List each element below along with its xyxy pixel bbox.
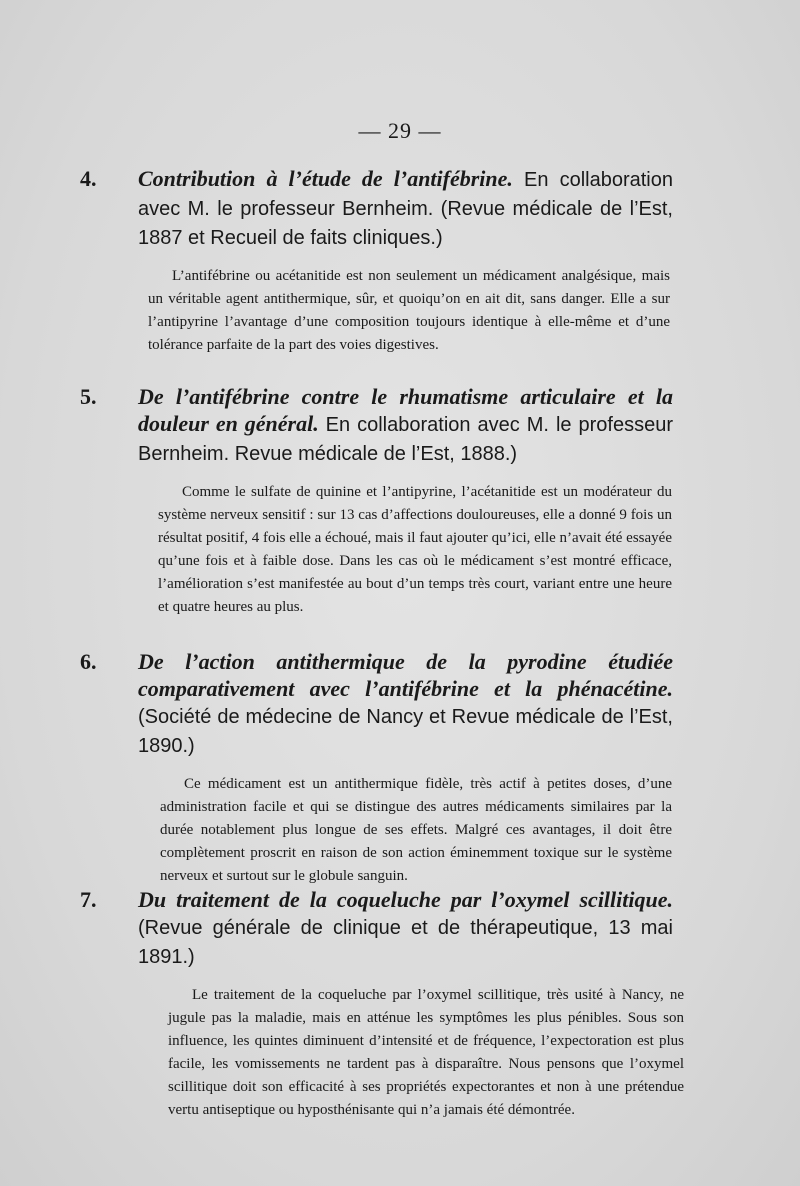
entry-heading: [80, 648, 673, 760]
entry-heading: [80, 165, 673, 252]
entry-reference: En collaboration avec M. le professeur Bernheim. Revue médicale de l’Est, 1888.): [138, 414, 673, 465]
entry-heading: [80, 886, 673, 971]
entry-summary: Ce médicament est un antithermique fidèle, très actif à petites doses, d’une administration facile et qui se distingue des autres médicaments similaires par la durée notablement plus longue de ses effets. Malgré ces avantages, il doit être complètement proscrit en raison de son action éminemment toxique sur le système nerveux et surtout sur le globule sanguin.: [160, 776, 672, 884]
entry-summary: Le traitement de la coqueluche par l’oxymel scillitique, très usité à Nancy, ne jugule pas la maladie, mais en atténue les symptômes les plus pénibles. Sous son influence, les quintes diminuent d’intensité et de fréquence, l’expectoration est plus facile, les vomissements ne tardent pas à disparaître. Nous pensons que l’oxymel scillitique doit son efficacité à ses propriétés expectorantes et non à une prétendue vertu antiseptique ou hyposthénisante qui n’a jamais été démontrée.: [168, 987, 684, 1118]
entry-number: 4.: [80, 166, 97, 191]
entry-reference: (Société de médecine de Nancy et Revue médicale de l’Est, 1890.): [138, 706, 673, 757]
entry-number: 7.: [80, 887, 97, 912]
entry-title: De l’antifébrine contre le rhumatisme articulaire et la douleur en général.: [138, 384, 673, 436]
bibliography-entry-6: [0, 648, 800, 888]
bibliography-entry-7: [0, 886, 800, 1122]
entry-title: Du traitement de la coqueluche par l’oxymel scillitique.: [138, 887, 673, 912]
entry-title: De l’action antithermique de la pyrodine étudiée comparativement avec l’antifébrine et la phénacétine.: [138, 649, 673, 701]
entry-number: 5.: [80, 384, 97, 409]
page-number: — 29 —: [358, 118, 442, 143]
entry-title: Contribution à l’étude de l’antifébrine.: [138, 166, 513, 191]
entry-summary: L’antifébrine ou acétanitide est non seulement un médicament analgésique, mais un véritable agent antithermique, sûr, et quoiqu’on en ait dit, sans danger. Elle a sur l’antipyrine l’avantage d’une composition toujours identique à elle-même et d’une tolérance parfaite de la part des voies digestives.: [148, 268, 670, 353]
entry-summary: Comme le sulfate de quinine et l’antipyrine, l’acétanitide est un modérateur du système nerveux sensitif : sur 13 cas d’affections douloureuses, elle a donné 9 fois un résultat positif, 4 fois elle a échoué, mais il faut ajouter qu’ici, elle n’avait été essayée qu’une fois et à faible dose. Dans les cas où le médicament s’est montré efficace, l’amélioration s’est manifestée au bout d’un temps très court, variant entre une heure et quatre heures au plus.: [158, 484, 672, 615]
entry-reference: (Revue générale de clinique et de thérapeutique, 13 mai 1891.): [138, 917, 673, 968]
entry-heading: [80, 383, 673, 468]
bibliography-entry-5: [0, 383, 800, 619]
bibliography-entry-4: [0, 165, 800, 357]
entry-reference: En collaboration avec M. le professeur Bernheim. (Revue médicale de l’Est, 1887 et Recueil de faits cliniques.): [138, 169, 673, 249]
entry-number: 6.: [80, 649, 97, 674]
